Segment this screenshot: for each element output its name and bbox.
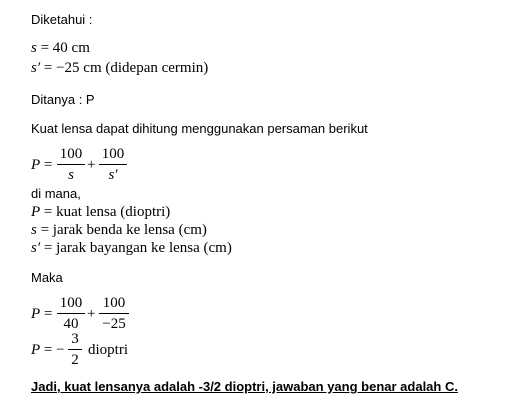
value-s-prime: = −25 cm (didepan cermin): [43, 60, 209, 76]
given-s-prime-line: [31, 60, 208, 77]
definition-p: P = kuat lensa (dioptri): [31, 204, 171, 220]
calc1-frac-1: 100 40: [57, 295, 85, 332]
where-label: di mana,: [31, 186, 81, 201]
formula-plus: +: [87, 157, 96, 173]
definition-s: s = jarak benda ke lensa (cm): [31, 222, 207, 238]
calc1-lhs: P =: [31, 306, 53, 322]
calc1-frac-2: 100 −25: [99, 295, 129, 332]
formula-lhs: P =: [31, 157, 53, 173]
asked-label: Ditanya : P: [31, 92, 95, 107]
given-s-line: [31, 40, 90, 57]
formula-den-1: s: [68, 167, 74, 183]
calc2-lhs: P = −: [31, 342, 65, 358]
value-s: = 40 cm: [40, 40, 90, 56]
formula-frac-2: [99, 146, 127, 183]
calc2-unit: dioptri: [88, 342, 128, 358]
formula-num-1: 100: [59, 146, 83, 162]
calc2-frac: 3 2: [68, 331, 82, 368]
conclusion-text: Jadi, kuat lensanya adalah -3/2 dioptri, jawaban yang benar adalah C.: [31, 379, 458, 394]
formula-den-2: s′: [108, 167, 118, 183]
formula-frac-1: [57, 146, 85, 183]
then-label: Maka: [31, 270, 63, 285]
calc1-plus: +: [87, 306, 96, 322]
var-s: s: [31, 40, 37, 56]
definition-s-prime: s′ = jarak bayangan ke lensa (cm): [31, 240, 232, 256]
var-s-prime: s′: [31, 60, 41, 76]
known-label: Diketahui :: [31, 12, 93, 27]
intro-text: Kuat lensa dapat dihitung menggunakan persaman berikut: [31, 121, 368, 136]
formula-num-2: 100: [101, 146, 125, 162]
